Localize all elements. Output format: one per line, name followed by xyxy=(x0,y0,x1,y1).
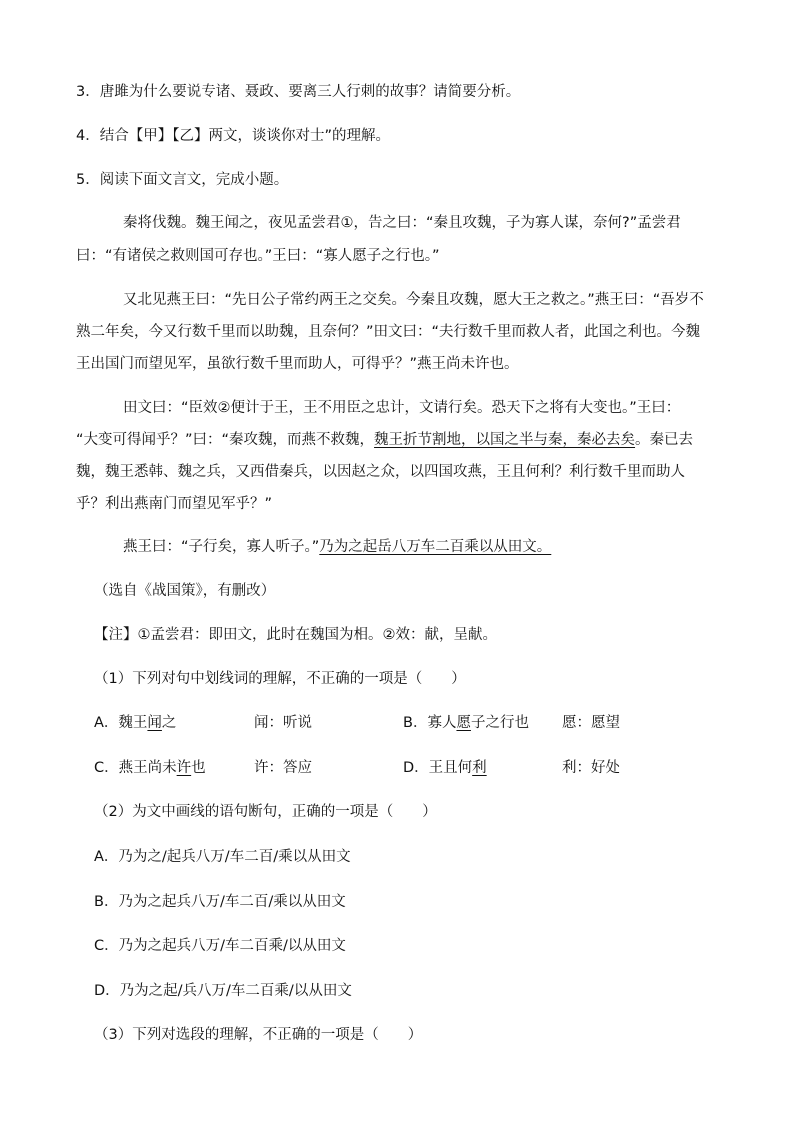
passage-p3-line2-post: 。秦已去 xyxy=(635,432,694,448)
passage-p1-line1: 秦将伐魏。魏王闻之，夜见孟尝君①，告之曰：“秦且攻魏，子为寡人谋，奈何?”孟尝君 xyxy=(123,215,681,231)
sub3-stem: （3）下列对选段的理解，不正确的一项是（ ） xyxy=(94,1027,423,1043)
annotation-note: 【注】①孟尝君：即田文，此时在魏国为相。②效：献，呈献。 xyxy=(94,627,497,643)
passage-p2-line3: 王出国门而望见军，虽欲行数千里而助人，可得乎？”燕王尚未许也。 xyxy=(76,356,519,372)
sub1-stem: （1）下列对句中划线词的理解，不正确的一项是（ ） xyxy=(94,671,466,687)
sub1-option-b-gloss: 愿：愿望 xyxy=(562,715,620,731)
passage-p3-line1: 田文曰：“臣效②便计于王，王不用臣之忠计，文请行矣。恐天下之将有大变也。”王曰： xyxy=(123,400,681,416)
passage-p3-line2 xyxy=(76,430,693,450)
passage-p3-line2-pre: “大变可得闻乎？”曰：“秦攻魏，而燕不救魏， xyxy=(76,432,375,448)
sub2-option-d: D．乃为之起/兵八万/车二百乘/以从田文 xyxy=(94,983,352,999)
sub2-option-c: C．乃为之起兵八万/车二百乘/以从田文 xyxy=(94,938,346,954)
sub2-option-a: A．乃为之/起兵八万/车二百/乘以从田文 xyxy=(94,849,351,865)
question-3: 3．唐雎为什么要说专诸、聂政、要离三人行刺的故事？请简要分析。 xyxy=(76,84,521,100)
sub1-option-a-gloss: 闻：听说 xyxy=(254,715,312,731)
passage-p1-line2: 曰：“有诸侯之救则国可存也。”王曰：“寡人愿子之行也。” xyxy=(76,248,440,264)
passage-p3-line3: 魏，魏王悉韩、魏之兵，又西借秦兵，以因赵之众，以四国攻燕，王且何利？利行数千里而助人 xyxy=(76,464,685,480)
sub2-option-b: B．乃为之起兵八万/车二百/乘以从田文 xyxy=(94,894,346,910)
source-citation: （选自《战国策》，有删改） xyxy=(94,583,276,599)
sub1-option-c: C．燕王尚未许也 xyxy=(94,760,206,776)
question-5: 5．阅读下面文言文，完成小题。 xyxy=(76,172,289,188)
passage-p4 xyxy=(123,537,551,557)
passage-p3-line4: 乎？利出燕南门而望见军乎？” xyxy=(76,496,273,512)
passage-p2-line1: 又北见燕王曰：“先日公子常约两王之交矣。今秦且攻魏，愿大王之救之。”燕王曰：“吾岁不 xyxy=(123,292,704,308)
passage-p2-line2: 熟二年矣，今又行数千里而以助魏，且奈何？”田文曰：“夫行数千里而救人者，此国之利也。今魏 xyxy=(76,324,701,340)
sub1-option-d: D．王且何利 xyxy=(403,760,487,776)
passage-p4-pre: 燕王曰：“子行矣，寡人听子。” xyxy=(123,539,320,555)
underlined-sentence-2: 乃为之起岳八万车二百乘以从田文。 xyxy=(319,539,552,555)
sub1-option-b: B．寡人愿子之行也 xyxy=(403,715,529,731)
sub1-option-a: A．魏王闻之 xyxy=(94,715,177,731)
sub1-option-c-gloss: 许：答应 xyxy=(254,760,312,776)
sub2-stem: （2）为文中画线的语句断句，正确的一项是（ ） xyxy=(94,804,437,820)
underlined-sentence: 魏王折节割地，以国之半与秦，秦必去矣 xyxy=(374,432,636,448)
question-4: 4．结合【甲】【乙】两文，谈谈你对士”的理解。 xyxy=(76,128,390,144)
sub1-option-d-gloss: 利：好处 xyxy=(562,760,620,776)
